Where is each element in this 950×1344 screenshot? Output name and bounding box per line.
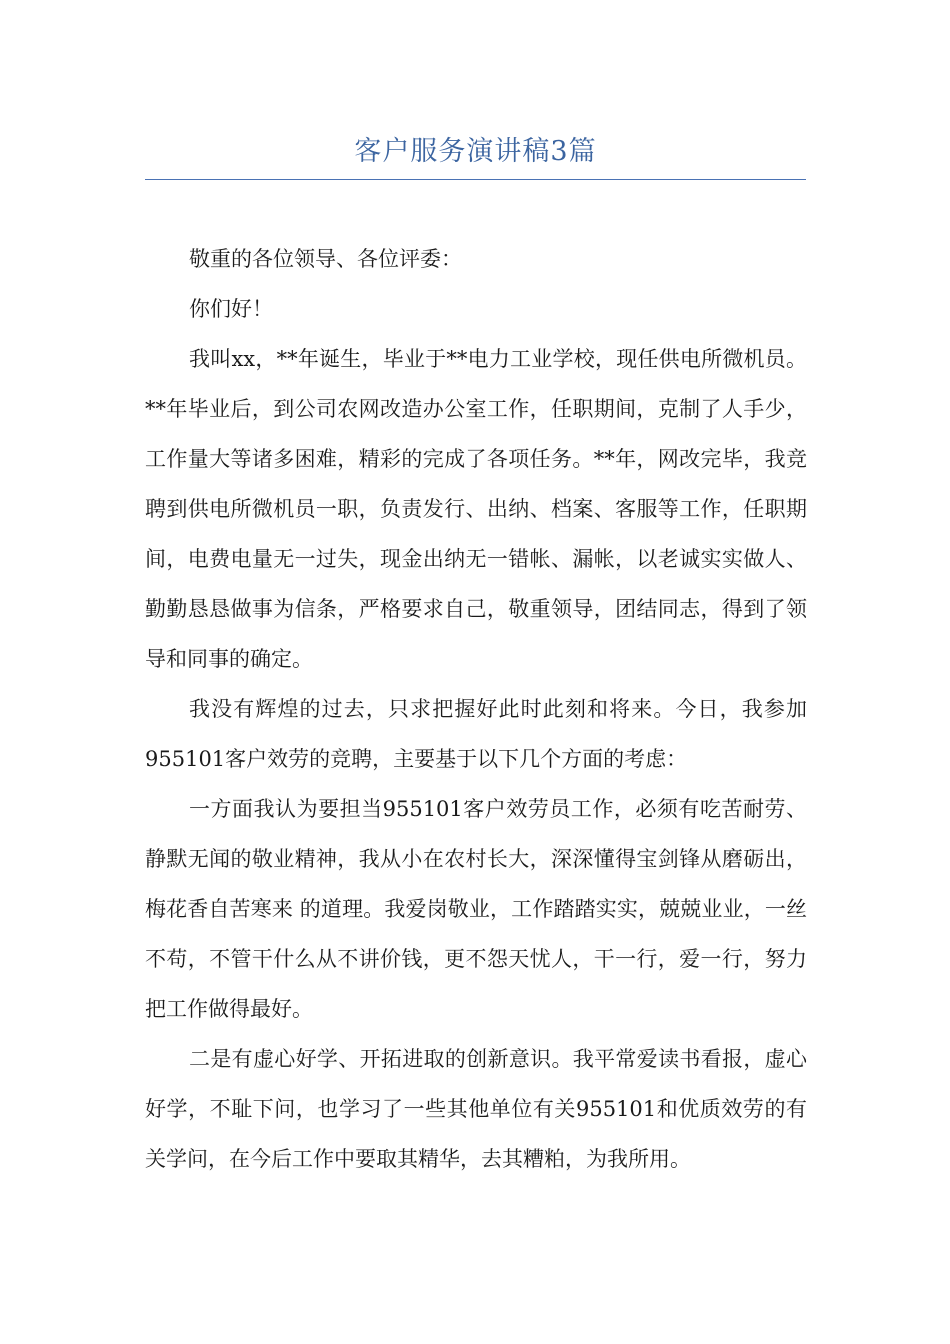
document-title: 客户服务演讲稿3篇: [354, 136, 597, 167]
title-underline: [145, 179, 806, 180]
greeting-paragraph: 敬重的各位领导、各位评委：: [189, 247, 462, 271]
body-paragraph: 我没有辉煌的过去，只求把握好此时此刻和将来。今日，我参加955101客户效劳的竞聘，主要基于以下几个方面的考虑：: [145, 697, 807, 771]
body-paragraph: 我叫xx，**年诞生，毕业于**电力工业学校，现任供电所微机员。**年毕业后，到公司农网改造办公室工作，任职期间，克制了人手少，工作量大等诸多困难，精彩的完成了各项任务。**年，网改完毕，我竞聘到供电所微机员一职，负责发行、出纳、档案、客服等工作，任职期间，电费电量无一过失，现金出纳无一错帐、漏帐，以老诚实实做人、勤勤恳恳做事为信条，严格要求自己，敬重领导，团结同志，得到了领导和同事的确定。: [145, 347, 807, 671]
salutation-paragraph: 你们好！: [189, 297, 273, 321]
body-paragraph: 一方面我认为要担当955101客户效劳员工作，必须有吃苦耐劳、静默无闻的敬业精神，我从小在农村长大，深深懂得宝剑锋从磨砺出，梅花香自苦寒来 的道理。我爱岗敬业，工作踏踏实实，兢兢业业，一丝不苟，不管干什么从不讲价钱，更不怨天忧人，干一行，爱一行，努力把工作做得最好。: [145, 797, 807, 1021]
body-paragraph: 二是有虚心好学、开拓进取的创新意识。我平常爱读书看报，虚心好学，不耻下问，也学习了一些其他单位有关955101和优质效劳的有关学问，在今后工作中要取其精华，去其糟粕，为我所用。: [145, 1047, 807, 1171]
document-body: [145, 234, 807, 1184]
